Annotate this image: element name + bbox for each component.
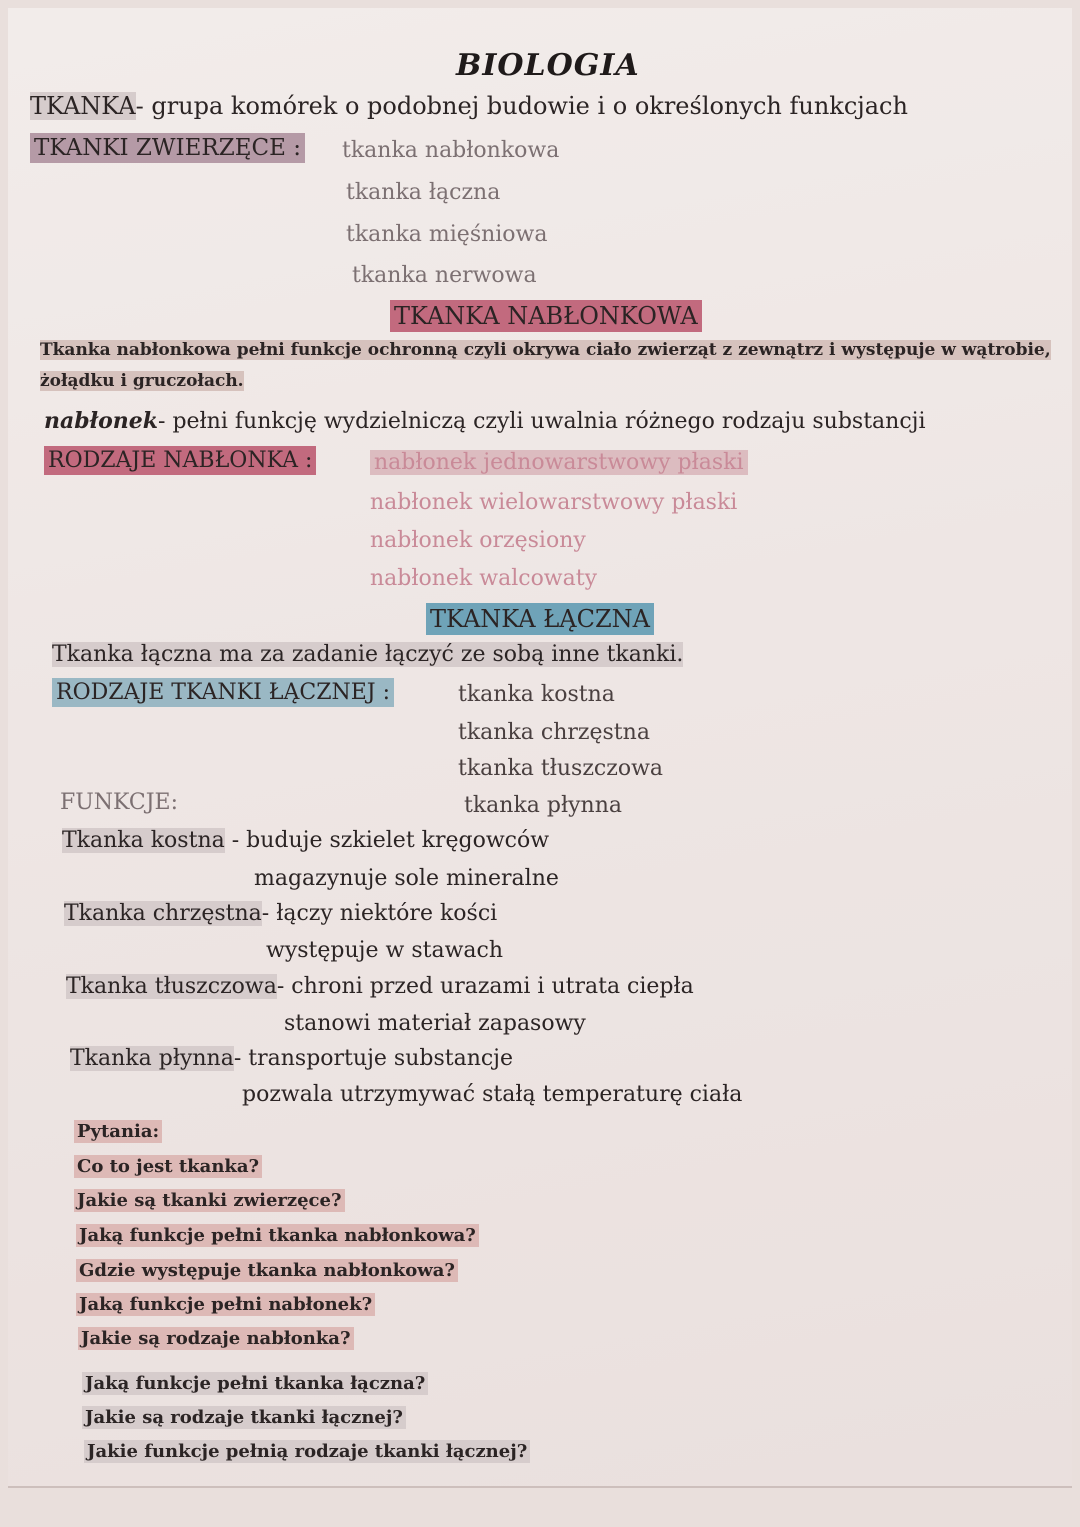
questions-label: Pytania: bbox=[74, 1120, 162, 1143]
function-line: magazynuje sole mineralne bbox=[254, 866, 559, 891]
epithelium-text: - pełni funkcję wydzielniczą czyli uwalnia różnego rodzaju substancji bbox=[158, 409, 926, 434]
epithelium-type: nabłonek wielowarstwowy płaski bbox=[370, 490, 738, 515]
function-row bbox=[70, 1046, 513, 1071]
function-line: łączy niektóre kości bbox=[276, 901, 498, 926]
epithelium-type: nabłonek jednowarstwowy płaski bbox=[370, 450, 748, 475]
function-row bbox=[66, 974, 694, 999]
function-separator: - bbox=[233, 1046, 249, 1071]
question-item: Jakie funkcje pełnią rodzaje tkanki łącznej? bbox=[84, 1440, 530, 1463]
question-item: Co to jest tkanka? bbox=[74, 1155, 262, 1178]
function-tissue-name: Tkanka tłuszczowa bbox=[66, 974, 277, 999]
connective-types-label: RODZAJE TKANKI ŁĄCZNEJ : bbox=[52, 678, 394, 707]
epithelial-description-line2: żołądku i gruczołach. bbox=[40, 371, 244, 391]
connective-heading: TKANKA ŁĄCZNA bbox=[426, 603, 654, 635]
definition-term: TKANKA bbox=[30, 92, 136, 120]
page-title: BIOLOGIA bbox=[456, 48, 640, 83]
function-tissue-name: Tkanka chrzęstna bbox=[64, 901, 262, 926]
question-item: Jaką funkcje pełni tkanka nabłonkowa? bbox=[76, 1224, 479, 1247]
epithelium-types-label: RODZAJE NABŁONKA : bbox=[44, 446, 316, 475]
function-row bbox=[62, 828, 549, 853]
epithelial-heading: TKANKA NABŁONKOWA bbox=[390, 300, 702, 332]
connective-type: tkanka płynna bbox=[464, 793, 622, 818]
animal-tissue-item: tkanka nabłonkowa bbox=[342, 138, 560, 163]
function-line: buduje szkielet kręgowców bbox=[246, 828, 550, 853]
epithelium-term: nabłonek bbox=[44, 408, 159, 434]
question-item: Jaką funkcje pełni tkanka łączna? bbox=[82, 1372, 428, 1395]
function-line: chroni przed urazami i utrata ciepła bbox=[291, 974, 694, 999]
connective-type: tkanka chrzęstna bbox=[458, 720, 650, 745]
animal-tissues-label: TKANKI ZWIERZĘCE : bbox=[30, 133, 305, 163]
epithelial-description-line1: Tkanka nabłonkowa pełni funkcje ochronną czyli okrywa ciało zwierząt z zewnątrz i występuje w wątrobie, bbox=[40, 340, 1051, 360]
functions-label: FUNKCJE: bbox=[60, 790, 179, 815]
question-item: Jakie są tkanki zwierzęce? bbox=[74, 1189, 345, 1212]
epithelium-type: nabłonek orzęsiony bbox=[370, 528, 586, 553]
function-line: stanowi materiał zapasowy bbox=[284, 1011, 586, 1036]
tissue-definition bbox=[30, 92, 908, 120]
function-separator: - bbox=[224, 828, 247, 853]
function-line: występuje w stawach bbox=[266, 938, 504, 963]
question-item: Jakie są rodzaje nabłonka? bbox=[78, 1327, 354, 1350]
question-item: Jaką funkcje pełni nabłonek? bbox=[76, 1293, 375, 1316]
animal-tissue-item: tkanka łączna bbox=[346, 180, 501, 205]
question-item: Gdzie występuje tkanka nabłonkowa? bbox=[76, 1259, 458, 1282]
function-separator: - bbox=[261, 901, 277, 926]
function-line: transportuje substancje bbox=[248, 1046, 514, 1071]
function-tissue-name: Tkanka płynna bbox=[70, 1046, 234, 1071]
function-row bbox=[64, 901, 497, 926]
connective-type: tkanka tłuszczowa bbox=[458, 756, 664, 781]
connective-type: tkanka kostna bbox=[458, 682, 615, 707]
function-line: pozwala utrzymywać stałą temperaturę ciała bbox=[242, 1082, 743, 1107]
animal-tissue-item: tkanka mięśniowa bbox=[346, 222, 548, 247]
definition-text: - grupa komórek o podobnej budowie i o określonych funkcjach bbox=[135, 92, 908, 120]
epithelium-type: nabłonek walcowaty bbox=[370, 566, 598, 591]
connective-description: Tkanka łączna ma za zadanie łączyć ze sobą inne tkanki. bbox=[52, 642, 684, 667]
question-item: Jakie są rodzaje tkanki łącznej? bbox=[82, 1406, 406, 1429]
animal-tissue-item: tkanka nerwowa bbox=[352, 263, 537, 288]
epithelium-definition bbox=[44, 408, 926, 434]
function-tissue-name: Tkanka kostna bbox=[62, 828, 225, 853]
function-separator: - bbox=[276, 974, 292, 999]
